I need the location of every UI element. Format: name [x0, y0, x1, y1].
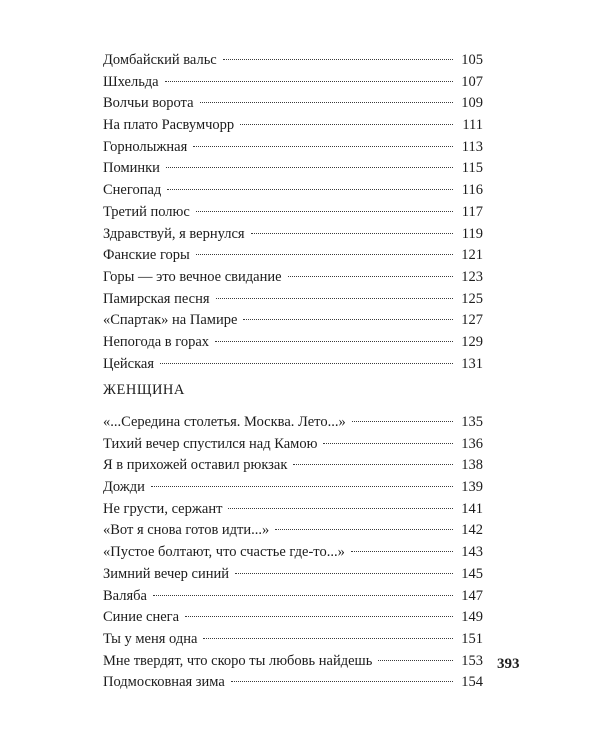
- toc-dot-leader: [166, 167, 453, 168]
- toc-entry-page: 141: [461, 500, 483, 517]
- toc-list-top: [103, 50, 483, 375]
- toc-dot-leader: [151, 486, 453, 487]
- toc-dot-leader: [240, 124, 453, 125]
- toc-entry: [103, 412, 483, 434]
- toc-entry: [103, 455, 483, 477]
- toc-entry-title: Поминки: [103, 160, 160, 177]
- toc-entry-page: 127: [461, 312, 483, 329]
- toc-dot-leader: [185, 616, 453, 617]
- toc-entry-page: 131: [461, 355, 483, 372]
- toc-entry-title: Горы — это вечное свидание: [103, 268, 282, 285]
- toc-entry-page: 111: [462, 117, 483, 134]
- toc-entry-title: Подмосковная зима: [103, 674, 225, 691]
- toc-entry: [103, 137, 483, 159]
- toc-entry-page: 154: [461, 674, 483, 691]
- toc-entry-page: 119: [461, 225, 483, 242]
- toc-dot-leader: [351, 551, 453, 552]
- section-heading: ЖЕНЩИНА: [103, 382, 185, 398]
- toc-entry-title: Фанские горы: [103, 247, 190, 264]
- toc-entry-title: Снегопад: [103, 182, 162, 199]
- toc-entry-page: 136: [461, 435, 483, 452]
- toc-entry: [103, 354, 483, 376]
- toc-entry-page: 149: [461, 609, 483, 626]
- toc-dot-leader: [200, 102, 453, 103]
- toc-entry: [103, 332, 483, 354]
- toc-entry-title: Памирская песня: [103, 290, 210, 307]
- toc-entry-page: 151: [461, 630, 483, 647]
- toc-dot-leader: [293, 464, 453, 465]
- toc-entry-title: Тихий вечер спустился над Камою: [103, 435, 318, 452]
- page-number: 393: [497, 656, 520, 672]
- toc-entry-title: Шхельда: [103, 73, 159, 90]
- toc-dot-leader: [251, 233, 453, 234]
- toc-dot-leader: [216, 298, 453, 299]
- toc-entry-title: Непогода в горах: [103, 333, 210, 350]
- toc-entry: [103, 477, 483, 499]
- toc-entry-page: 138: [461, 457, 483, 474]
- toc-entry: [103, 629, 483, 651]
- toc-entry-page: 129: [461, 333, 483, 350]
- toc-entry-title: Здравствуй, я вернулся: [103, 225, 245, 242]
- toc-dot-leader: [165, 81, 453, 82]
- toc-dot-leader: [193, 146, 453, 147]
- toc-list-bottom: [103, 412, 483, 694]
- toc-entry-title: На плато Расвумчорр: [103, 117, 235, 134]
- toc-entry-title: Третий полюс: [103, 203, 190, 220]
- toc-dot-leader: [275, 529, 453, 530]
- toc-entry-page: 107: [461, 73, 483, 90]
- toc-entry: [103, 672, 483, 694]
- toc-entry: [103, 586, 483, 608]
- toc-entry-page: 105: [461, 52, 483, 68]
- toc-entry-title: Мне твердят, что скоро ты любовь найдешь: [103, 652, 373, 669]
- toc-entry-page: 147: [461, 587, 483, 604]
- toc-entry: [103, 224, 483, 246]
- toc-dot-leader: [223, 59, 453, 60]
- toc-entry: [103, 499, 483, 521]
- toc-entry: [103, 651, 483, 673]
- toc-entry-page: 135: [461, 414, 483, 430]
- toc-entry: [103, 564, 483, 586]
- toc-entry: [103, 434, 483, 456]
- toc-entry-page: 145: [461, 565, 483, 582]
- toc-entry: [103, 542, 483, 564]
- toc-dot-leader: [160, 363, 453, 364]
- toc-entry-page: 125: [461, 290, 483, 307]
- toc-entry: [103, 158, 483, 180]
- toc-entry-page: 142: [461, 522, 483, 539]
- toc-dot-leader: [288, 276, 453, 277]
- toc-entry: [103, 267, 483, 289]
- toc-entry-title: Я в прихожей оставил рюкзак: [103, 457, 288, 474]
- toc-entry-page: 153: [461, 652, 483, 669]
- toc-entry-page: 143: [461, 544, 483, 561]
- toc-entry-title: «Пустое болтают, что счастье где-то...»: [103, 544, 345, 561]
- toc-entry-title: Дожди: [103, 479, 145, 496]
- toc-entry-title: «Спартак» на Памире: [103, 312, 238, 329]
- toc-dot-leader: [196, 211, 453, 212]
- toc-entry-page: 113: [461, 138, 483, 155]
- toc-entry-title: Зимний вечер синий: [103, 565, 230, 582]
- toc-entry-title: Синие снега: [103, 609, 180, 626]
- toc-entry-page: 139: [461, 479, 483, 496]
- toc-entry-title: Волчьи ворота: [103, 95, 194, 112]
- toc-entry-title: Валяба: [103, 587, 147, 604]
- toc-entry: [103, 607, 483, 629]
- toc-entry: [103, 289, 483, 311]
- toc-dot-leader: [235, 573, 453, 574]
- toc-entry: [103, 115, 483, 137]
- toc-entry-title: «Вот я снова готов идти...»: [103, 522, 270, 539]
- toc-dot-leader: [203, 638, 453, 639]
- toc-entry-page: 115: [461, 160, 483, 177]
- toc-dot-leader: [215, 341, 453, 342]
- toc-dot-leader: [228, 508, 453, 509]
- toc-entry-title: Не грусти, сержант: [103, 500, 223, 517]
- toc-entry: [103, 93, 483, 115]
- toc-entry: [103, 180, 483, 202]
- toc-entry: [103, 310, 483, 332]
- toc-entry-title: Цейская: [103, 355, 155, 372]
- toc-entry-page: 117: [461, 203, 483, 220]
- toc-entry-page: 109: [461, 95, 483, 112]
- toc-entry: [103, 72, 483, 94]
- toc-dot-leader: [167, 189, 453, 190]
- toc-entry: [103, 245, 483, 267]
- toc-entry-title: Домбайский вальс: [103, 52, 217, 68]
- toc-entry-title: «...Середина столетья. Москва. Лето...»: [103, 414, 346, 430]
- toc-entry: [103, 50, 483, 72]
- toc-entry-page: 116: [461, 182, 483, 199]
- toc-dot-leader: [323, 443, 453, 444]
- toc-dot-leader: [196, 254, 453, 255]
- toc-dot-leader: [243, 319, 453, 320]
- toc-entry: [103, 520, 483, 542]
- toc-dot-leader: [378, 660, 453, 661]
- toc-entry: [103, 202, 483, 224]
- toc-entry-page: 121: [461, 247, 483, 264]
- toc-entry-title: Горнолыжная: [103, 138, 188, 155]
- toc-entry-title: Ты у меня одна: [103, 630, 198, 647]
- toc-entry-page: 123: [461, 268, 483, 285]
- toc-dot-leader: [231, 681, 453, 682]
- toc-dot-leader: [153, 595, 453, 596]
- toc-dot-leader: [352, 421, 453, 422]
